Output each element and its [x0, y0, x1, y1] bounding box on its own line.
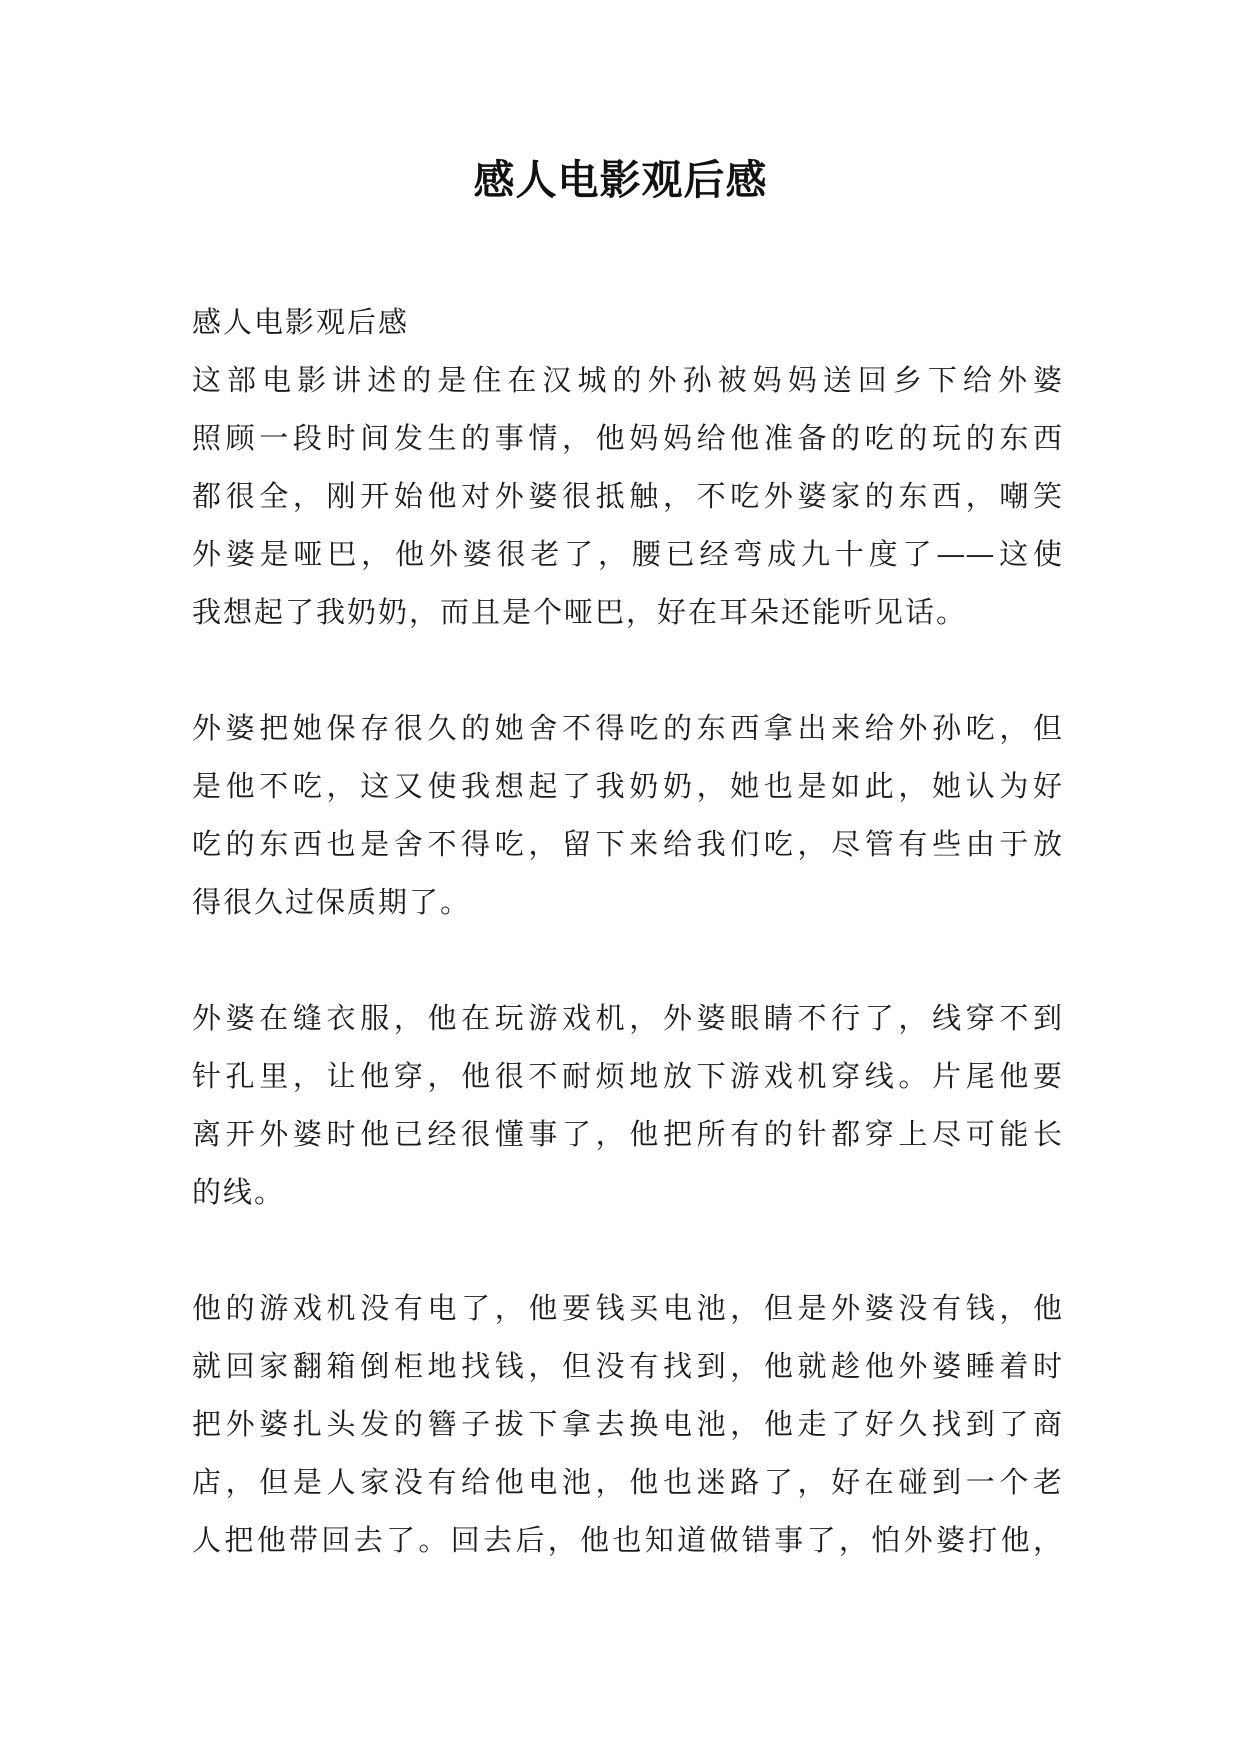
paragraph-gap [192, 931, 1062, 989]
paragraph-line: 得很久过保质期了。 [192, 885, 472, 919]
paragraph-line: 就回家翻箱倒柜地找钱，但没有找到，他就趁他外婆睡着时 [192, 1349, 1062, 1383]
paragraph-line: 离开外婆时他已经很懂事了，他把所有的针都穿上尽可能长 [192, 1117, 1062, 1151]
paragraph-line: 人把他带回去了。回去后，他也知道做错事了，怕外婆打他， [192, 1523, 1062, 1557]
document-body [192, 293, 1062, 1569]
document-title: 感人电影观后感 [473, 156, 768, 204]
paragraph-line: 我想起了我奶奶，而且是个哑巴，好在耳朵还能听见话。 [192, 595, 968, 629]
paragraph-gap [192, 641, 1062, 699]
paragraph-line: 针孔里，让他穿，他很不耐烦地放下游戏机穿线。片尾他要 [192, 1059, 1062, 1093]
paragraph-line: 的线。 [192, 1175, 286, 1209]
paragraph-line: 这部电影讲述的是住在汉城的外孙被妈妈送回乡下给外婆 [192, 363, 1062, 397]
paragraph-line: 外婆在缝衣服，他在玩游戏机，外婆眼睛不行了，线穿不到 [192, 1001, 1062, 1035]
paragraph-line: 吃的东西也是舍不得吃，留下来给我们吃，尽管有些由于放 [192, 827, 1062, 861]
paragraph-line: 店，但是人家没有给他电池，他也迷路了，好在碰到一个老 [192, 1465, 1062, 1499]
paragraph-line: 是他不吃，这又使我想起了我奶奶，她也是如此，她认为好 [192, 769, 1062, 803]
paragraph-line: 都很全，刚开始他对外婆很抵触，不吃外婆家的东西，嘲笑 [192, 479, 1062, 513]
paragraph-line: 把外婆扎头发的簪子拔下拿去换电池，他走了好久找到了商 [192, 1407, 1062, 1441]
paragraph-line: 外婆是哑巴，他外婆很老了，腰已经弯成九十度了——这使 [192, 537, 1062, 571]
paragraph-line: 照顾一段时间发生的事情，他妈妈给他准备的吃的玩的东西 [192, 421, 1062, 455]
paragraph-line: 外婆把她保存很久的她舍不得吃的东西拿出来给外孙吃，但 [192, 711, 1062, 745]
body-heading-line: 感人电影观后感 [192, 305, 410, 339]
paragraph-line: 他的游戏机没有电了，他要钱买电池，但是外婆没有钱，他 [192, 1291, 1062, 1325]
paragraph-gap [192, 1221, 1062, 1279]
